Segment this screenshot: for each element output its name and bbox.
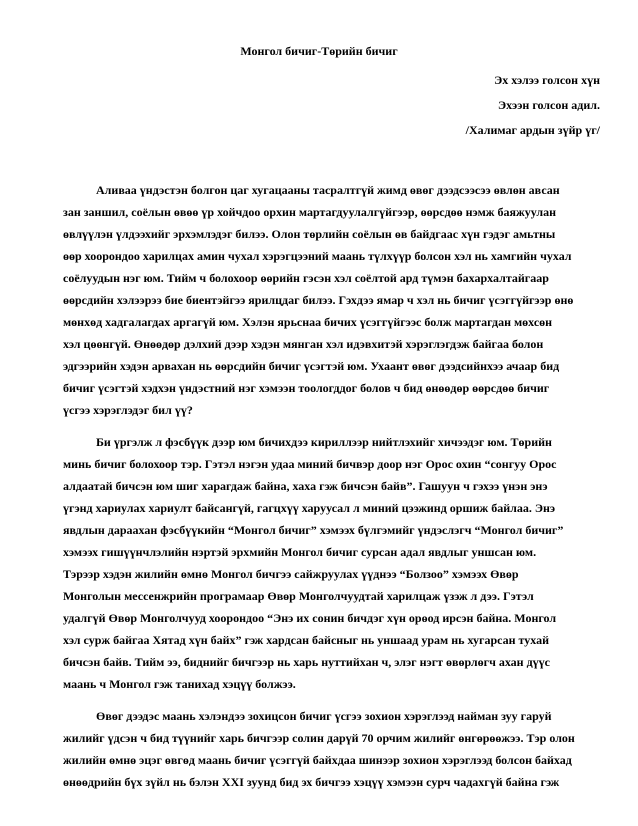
paragraph-2-line: Би үргэлж л фэсбүүк дээр юм бичихдээ кириллээр нийтлэхийг хичээдэг юм. Төрийн — [96, 435, 552, 449]
paragraph-3-line: Өвөг дээдэс маань хэлэндээ зохицсон бичиг үсгээ зохион хэрэглээд найман зуу гаруй — [96, 709, 552, 723]
paragraph-1-line: бичиг үсэгтэй хэдхэн үндэстний нэг хэмээн тоологддог болов ч бид өнөөдөр өөрсдөө бичиг — [63, 381, 550, 395]
paragraph-2-line: минь бичиг болохоор тэр. Гэтэл нэгэн удаа миний бичвэр доор нэг Орос охин “сонгуу Орос — [63, 457, 557, 471]
paragraph-2-line: хэмээх гишүүнчлэлийн нэртэй эрхмийн Монгол бичиг сурсан адал явдлыг уншсан юм. — [63, 545, 537, 559]
paragraph-3-line: жилийн өмнө эцэг өвгөд маань бичиг үсэггүй байхдаа шинээр зохион хэрэглээд болсон байхад — [63, 753, 572, 767]
paragraph-1-line: мөнхөд хадгалагдах аргагүй юм. Хэлэн ярьснаа бичих үсэггүйгээс болж мартагдан мөхсөн — [63, 315, 553, 329]
paragraph-1-line: өвлүүлэн үлдээхийг эрхэмлэдэг билээ. Олон төрлийн соёлын өв байдгаас хүн гэдэг амьтны — [63, 227, 556, 241]
paragraph-1-line: эдгээрийн хэдэн арвахан нь өөрсдийн бичиг үсэгтэй юм. Ухаант өвөг дээдсийнхээ ачаар бид — [63, 359, 560, 373]
document-title: Монгол бичиг-Төрийн бичиг — [240, 44, 398, 58]
paragraph-2-line: үгэнд хариулах хариулт байсангүй, гагцхүү харуусал л миний цээжинд оршиж байлаа. Энэ — [63, 501, 556, 515]
paragraph-2-line: хэл сурж байгаа Хятад хүн байх” гэж хардсан байсныг нь уншаад урам нь хугарсан тухай — [63, 633, 550, 647]
paragraph-1-line: зан заншил, соёлын өвөө үр хойчдоо орхин мартагдуулалгүйгээр, өөрсдөө нэмж баяжуулан — [63, 205, 557, 219]
paragraph-3-line: жилийг үдсэн ч бид түүнийг харь бичгээр солин дарүй 70 орчим жилийг өнгөрөөжээ. Тэр олон — [63, 731, 575, 745]
paragraph-2-line: Тэрээр хэдэн жилийн өмнө Монгол бичгээ сайжруулах үүднээ “Болзоо” хэмээх Өвөр — [63, 567, 519, 581]
paragraph-2-line: явдлын дараахан фэсбүүкийн “Монгол бичиг” хэмээх бүлгэмийг үндэслэгч “Монгол бичиг” — [63, 523, 564, 537]
paragraph-1-line: соёлуудын нэг юм. Тийм ч болохоор өөрийн гэсэн хэл соёлтой ард түмэн бахархалтайгаар — [63, 271, 549, 285]
paragraph-2-line: алдаатай бичсэн юм шиг харагдаж байна, хаха гэж бичсэн байв”. Гашуун ч гэхээ үнэн энэ — [63, 479, 548, 493]
paragraph-1-line: өөр хоорондоо харилцах амин чухал хэрэгцээний маань түлхүүр болсон хэл нь хамгийн чухал — [63, 249, 572, 263]
epigraph-line: Эх хэлээ голсон хүн — [494, 73, 600, 87]
paragraph-2-line: Монголын мессенжрийн програмаар Өвөр Монголчуудтай харилцаж үзэж л дээ. Гэтэл — [63, 589, 534, 603]
paragraph-3-line: өнөөдрийн бүх зүйл нь бэлэн XXI зуунд бид эх бичгээ хэцүү хэмээн сурч чадахгүй байна гэж — [63, 775, 560, 789]
paragraph-2-line: бичсэн байв. Тийм ээ, биднийг бичгээр нь харь нуттийхан ч, элэг нэгт өвөрлөгч ахан дүүс — [63, 655, 550, 669]
paragraph-1-line: өөрсдийн хэлээрээ бие биентэйгээ ярилцдаг билээ. Гэхдээ ямар ч хэл нь бичиг үсэггүйгээр өнө — [63, 293, 574, 307]
paragraph-1-line: үсгээ хэрэглэдэг бил үү? — [63, 403, 193, 417]
epigraph-line: /Халимаг ардын зүйр үг/ — [465, 123, 600, 137]
epigraph-line: Эхээн голсон адил. — [498, 98, 600, 112]
paragraph-2-line: маань ч Монгол гэж танихад хэцүү болжээ. — [63, 677, 296, 691]
paragraph-1-line: хэл цөөнгүй. Өнөөдөр дэлхий дээр хэдэн мянган хэл идэвхитэй хэрэглэгдэж байгаа болон — [63, 337, 544, 351]
paragraph-1-line: Аливаа үндэстэн болгон цаг хугацааны тасралтгүй жимд өвөг дээдсээсээ өвлөн авсан — [96, 183, 560, 197]
paragraph-2-line: удалгүй Өвөр Монголчууд хоорондоо “Энэ их сонин бичдэг хүн орөод ирсэн байна. Монгол — [63, 611, 557, 625]
